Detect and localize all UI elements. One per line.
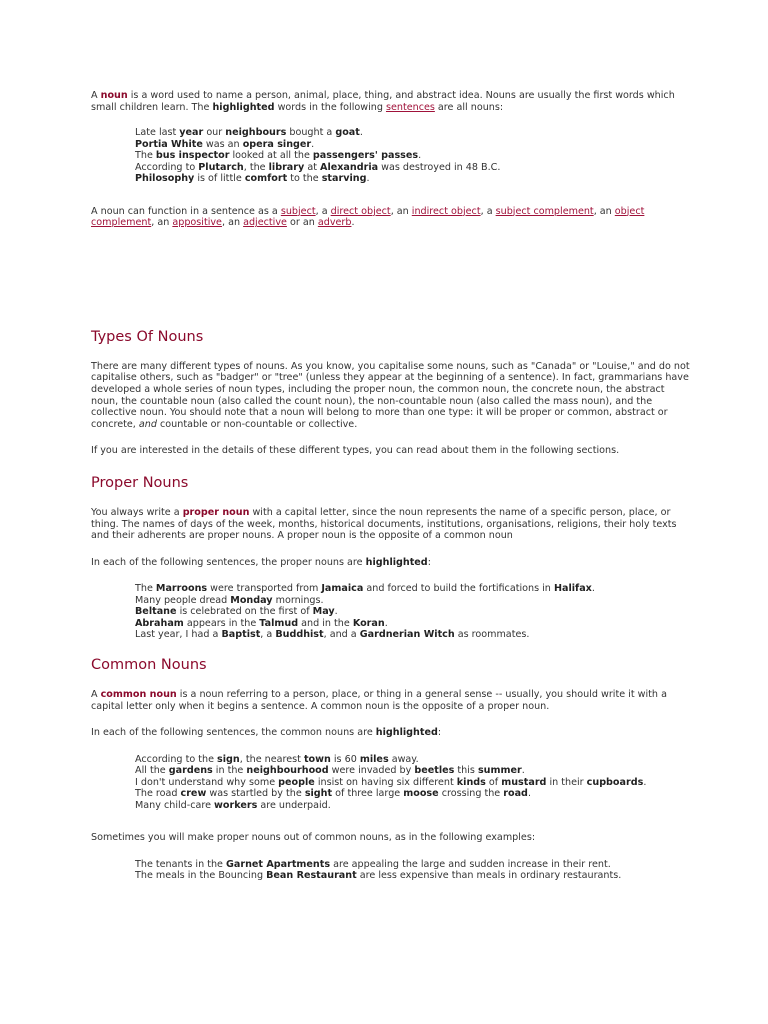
text: . <box>311 138 315 150</box>
highlight-noun: noun <box>100 90 128 101</box>
text: this <box>454 765 478 777</box>
example-sentence <box>135 606 691 618</box>
highlighted-noun: Plutarch <box>198 161 244 173</box>
example-sentence <box>135 618 691 630</box>
text: are all nouns: <box>434 101 504 113</box>
text: of three large <box>332 788 404 800</box>
highlighted-noun: Gardnerian Witch <box>359 629 455 641</box>
text: I don't understand why some <box>135 776 279 788</box>
text: , the nearest <box>239 753 304 765</box>
highlighted-noun: neighbours <box>225 127 287 139</box>
example-sentence <box>135 765 691 777</box>
text: In each of the following sentences, the common nouns are <box>91 727 376 739</box>
highlighted-noun: bus inspector <box>155 150 230 162</box>
text: : <box>427 556 431 568</box>
text: crossing the <box>438 788 504 800</box>
text: . <box>527 788 531 800</box>
text: Many child-care <box>135 799 215 811</box>
text: were transported from <box>207 583 322 595</box>
text: Many people dread <box>135 594 231 606</box>
common-examples <box>135 754 691 812</box>
example-sentence <box>135 777 691 789</box>
highlighted-noun: cupboards <box>586 776 644 788</box>
text: our <box>203 127 226 139</box>
text: or an <box>286 217 318 229</box>
text: is a word used to name a person, animal, place, thing, and abstract idea. Nouns are usually the first words which small children learn. The <box>91 90 675 113</box>
glossary-link[interactable]: indirect object <box>411 205 481 217</box>
example-sentence <box>135 788 691 800</box>
highlighted-noun: Talmud <box>259 617 299 629</box>
highlighted-noun: Abraham <box>135 617 184 629</box>
highlighted-noun: mustard <box>501 776 547 788</box>
example-sentence <box>135 800 691 812</box>
text: , a <box>260 629 276 641</box>
text: mornings. <box>272 594 324 606</box>
highlighted-noun: summer <box>477 765 522 777</box>
highlighted-noun: Jamaica <box>321 583 364 595</box>
example-sentence <box>135 859 691 871</box>
text: . <box>384 617 388 629</box>
highlighted-noun: town <box>303 753 331 765</box>
highlighted-noun: Garnet Apartments <box>226 858 331 870</box>
highlighted-noun: road <box>503 788 528 800</box>
text: , an <box>593 205 615 217</box>
example-sentence <box>135 583 691 595</box>
highlighted-noun: neighbourhood <box>246 765 329 777</box>
text: . <box>521 765 525 777</box>
highlighted-term: common noun <box>100 688 177 700</box>
text: You always write a <box>91 507 183 519</box>
highlighted-noun: Baptist <box>221 629 261 641</box>
highlighted-noun: year <box>179 127 204 139</box>
highlighted-noun: passengers' passes <box>312 150 419 162</box>
types-paragraph-2: If you are interested in the details of these different types, you can read about them in the following sections. <box>91 445 620 457</box>
text: There are many different types of nouns. As you know, you capitalise some nouns, such as "Canada" or "Louise," and do not capitalise others, such as "badger" or "tree" (unless they appear at the beginning of a sentence). In fact, grammarians have developed a whole series of noun types, including the proper noun, the common noun, the concrete noun, the abstract noun, the countable noun (also called the count noun), the non-countable noun (also called the mass noun), and the collective noun. You should note that a noun will belong to more than one type: it will be proper or common, abstract or concrete, <box>91 360 690 430</box>
types-paragraph <box>91 361 691 431</box>
text: of <box>485 776 502 788</box>
example-sentence <box>135 754 691 766</box>
common-paragraph-3: Sometimes you will make proper nouns out of common nouns, as in the following examples: <box>91 832 536 844</box>
text: is of little <box>194 173 245 185</box>
text: According to the <box>135 753 218 765</box>
text: According to <box>135 161 199 173</box>
glossary-link[interactable]: object complement <box>91 205 645 229</box>
highlighted-noun: starving <box>321 173 367 185</box>
example-sentence <box>135 162 691 174</box>
highlighted-noun: gardens <box>168 765 213 777</box>
text: , an <box>151 217 173 229</box>
highlighted-noun: crew <box>180 788 207 800</box>
text: A noun can function in a sentence as a <box>91 205 281 217</box>
highlighted-noun: opera singer <box>242 138 312 150</box>
text: The <box>135 583 156 595</box>
highlighted-noun: people <box>278 776 315 788</box>
example-sentence <box>135 150 691 162</box>
proper-paragraph <box>91 507 691 542</box>
highlighted-noun: Alexandria <box>320 161 379 173</box>
text: and in the <box>298 617 353 629</box>
example-sentence <box>135 629 691 641</box>
highlighted-noun: workers <box>214 799 258 811</box>
example-sentence <box>135 870 691 882</box>
text: , an <box>221 217 244 229</box>
highlighted-noun: moose <box>403 788 439 800</box>
highlighted-noun: comfort <box>244 173 288 185</box>
text: bought a <box>286 127 336 139</box>
text: Late last <box>135 127 180 139</box>
text: and forced to build the fortifications in <box>363 583 554 595</box>
text: is 60 <box>330 753 360 765</box>
highlighted-noun: highlighted <box>375 727 438 739</box>
text: . <box>591 583 595 595</box>
highlighted-noun: Beltane <box>135 606 177 618</box>
text: was destroyed in 48 B.C. <box>378 161 501 173</box>
text: : <box>437 727 442 739</box>
example-sentence <box>135 139 691 151</box>
highlighted-noun: beetles <box>414 765 455 777</box>
glossary-link[interactable]: adjective <box>243 217 287 229</box>
glossary-link[interactable]: appositive <box>172 217 222 229</box>
text: The tenants in the <box>135 858 226 870</box>
text: is a noun referring to a person, place, or thing in a general sense -- usually, you should write it with a capital letter only when it begins a sentence. A common noun is the opposite of a proper noun. <box>91 688 667 712</box>
text: are less expensive than meals in ordinary restaurants. <box>356 870 622 882</box>
text: The <box>135 150 156 162</box>
text: are appealing the large and sudden increase in their rent. <box>330 858 611 870</box>
text: , the <box>243 161 269 173</box>
intro-examples <box>135 127 691 185</box>
heading-proper-nouns: Proper Nouns <box>91 475 189 492</box>
highlighted-noun: Bean Restaurant <box>266 870 357 882</box>
text: , a <box>315 205 331 217</box>
text: looked at all the <box>229 150 313 162</box>
text: with a capital letter, since the noun represents the name of a specific person, place, or thing. The names of days of the week, months, historical documents, institutions, organisations, religions, their holy texts and their adherents are proper nouns. A proper noun is the opposite of a common noun <box>91 507 677 542</box>
text: . <box>418 150 422 162</box>
highlighted-term: proper noun <box>182 507 250 519</box>
highlighted-noun: kinds <box>456 776 486 788</box>
text: All the <box>135 765 169 777</box>
highlighted-noun: Buddhist <box>275 629 324 641</box>
example-sentence <box>135 173 691 185</box>
glossary-link[interactable]: adverb <box>317 217 352 229</box>
text: The meals in the Bouncing <box>135 870 267 882</box>
highlighted-noun: Monday <box>230 594 273 606</box>
text: . <box>359 127 363 139</box>
text: , and a <box>323 629 360 641</box>
emphasis: and <box>138 418 157 430</box>
text: , an <box>390 205 412 217</box>
proper-paragraph-2 <box>91 557 691 569</box>
text: appears in the <box>183 617 260 629</box>
text: words in the following <box>274 101 386 113</box>
text: In each of the following sentences, the proper nouns are <box>91 556 366 568</box>
proper-examples <box>135 583 691 641</box>
glossary-link[interactable]: subject <box>280 205 316 217</box>
highlighted-noun: Marroons <box>155 583 208 595</box>
text: . <box>643 776 647 788</box>
intro-paragraph <box>91 90 691 113</box>
text: . <box>366 173 370 185</box>
highlighted-noun: miles <box>359 753 389 765</box>
text: was an <box>202 138 243 150</box>
text: is celebrated on the first of <box>176 606 313 618</box>
highlighted-noun: Koran <box>352 617 385 629</box>
text: , a <box>480 205 496 217</box>
highlighted-noun: goat <box>335 127 360 139</box>
highlighted-noun: sign <box>217 753 240 765</box>
glossary-link[interactable]: subject complement <box>495 205 594 217</box>
function-paragraph <box>91 206 691 229</box>
text: The road <box>135 788 181 800</box>
text: insist on having six different <box>314 776 457 788</box>
text: countable or non-countable or collective. <box>156 418 358 430</box>
highlighted-noun: sight <box>304 788 333 800</box>
text: to the <box>287 173 322 185</box>
highlighted-noun: highlighted <box>365 556 428 568</box>
highlighted-noun: library <box>268 161 305 173</box>
common-paragraph-2 <box>91 727 691 739</box>
heading-types-of-nouns: Types Of Nouns <box>91 328 204 345</box>
text: in the <box>212 765 247 777</box>
glossary-link[interactable]: direct object <box>330 205 391 217</box>
highlighted-noun: May <box>312 606 335 618</box>
text: in their <box>546 776 587 788</box>
text: Last year, I had a <box>135 629 222 641</box>
highlighted-noun: Philosophy <box>135 173 195 185</box>
text: was startled by the <box>206 788 305 800</box>
document-page <box>91 90 691 882</box>
text: away. <box>388 753 419 765</box>
text: as roommates. <box>454 629 530 641</box>
text: . <box>351 217 355 229</box>
common-examples-2 <box>135 859 691 882</box>
link-sentences[interactable]: sentences <box>385 101 435 113</box>
text: A <box>91 90 101 101</box>
highlight-word: highlighted <box>212 101 275 113</box>
text: . <box>334 606 338 618</box>
heading-common-nouns: Common Nouns <box>91 656 207 673</box>
text: at <box>304 161 321 173</box>
highlighted-noun: Halifax <box>553 583 592 595</box>
common-paragraph <box>91 689 691 712</box>
text: were invaded by <box>328 765 415 777</box>
example-sentence <box>135 127 691 139</box>
highlighted-noun: Portia White <box>135 138 203 150</box>
text: are underpaid. <box>257 799 331 811</box>
example-sentence <box>135 595 691 607</box>
text: A <box>91 688 101 700</box>
